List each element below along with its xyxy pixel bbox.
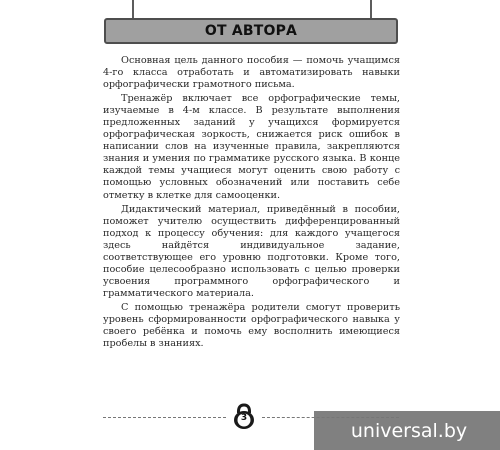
preface-body <box>103 55 400 352</box>
paragraph: Тренажёр включает все орфографические темы, изучаемые в 4-м классе. В результате выполнения предложенных заданий у учащихся формируется орфографическая зоркость, снижается риск ошибок в написании слов на изученные правила, закрепляются знания и умения по грамматике русского языка. В конце каждой темы учащиеся могут оценить свою работу с помощью условных обозначений или поставить себе отметку в клетке для самооценки. <box>103 93 400 201</box>
section-title: ОТ АВТОРА <box>204 23 298 39</box>
paragraph: Дидактический материал, приведённый в пособии, поможет учителю осуществить дифференцированный подход к процессу обучения: для каждого учащегося здесь найдётся индивидуальное задание, соответствующее его уровню подготовки. Кроме того, пособие целесообразно использовать с целью проверки усвоения программного орфографического и грамматического материала. <box>103 203 400 299</box>
watermark-text: universal.by <box>350 419 468 442</box>
paragraph: Основная цель данного пособия — помочь учащимся 4-го класса отработать и автоматизировать навыки орфографически грамотного письма. <box>103 55 400 91</box>
header-hanger-left <box>132 0 134 19</box>
footer-rule-left <box>103 417 226 418</box>
paragraph: С помощью тренажёра родители смогут проверить уровень сформированности орфографического навыка у своего ребёнка и помочь ему восполнить имеющиеся пробелы в знаниях. <box>103 301 400 350</box>
page-number: 3 <box>240 413 248 423</box>
section-header <box>104 18 398 44</box>
header-hanger-right <box>370 0 372 19</box>
watermark <box>314 411 500 450</box>
